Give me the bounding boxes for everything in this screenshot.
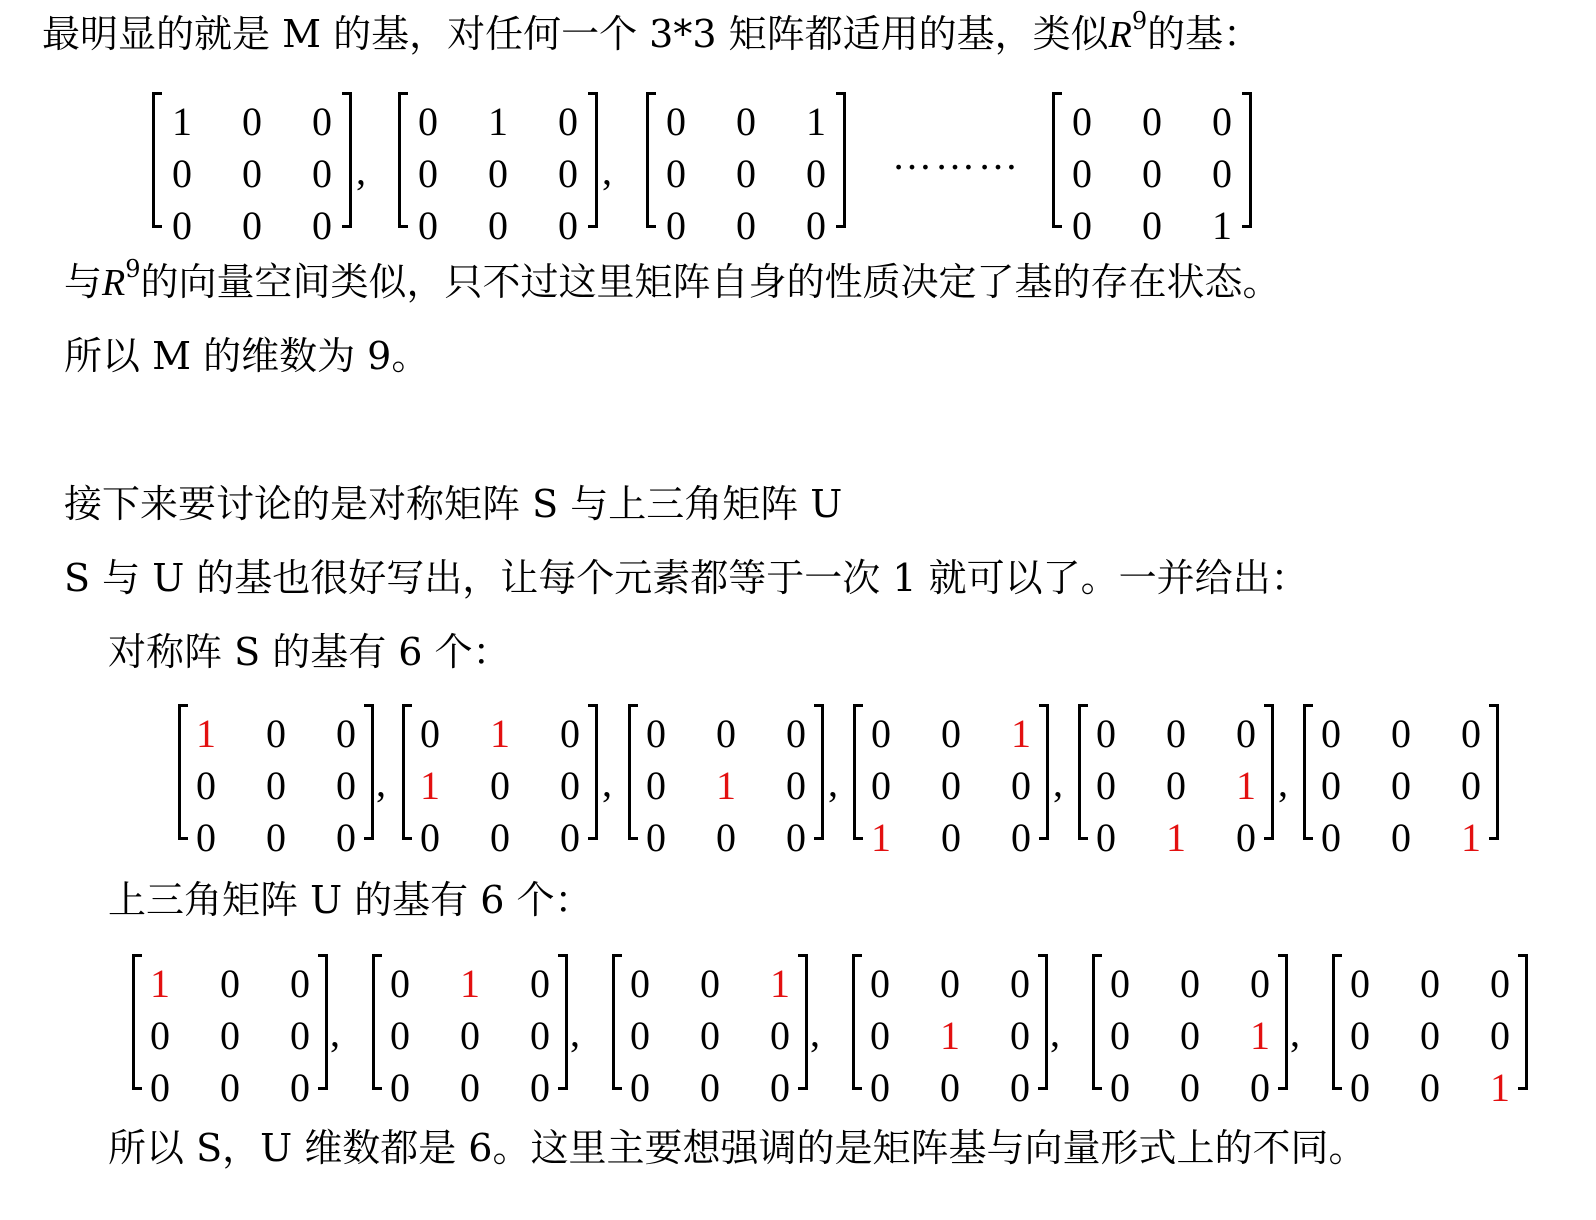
matrix-entry: 1 — [420, 763, 440, 808]
matrix — [372, 950, 568, 1110]
matrix-entry: 0 — [736, 151, 756, 196]
matrix-entry: 0 — [560, 711, 580, 756]
r-superscript: 9 — [125, 255, 141, 284]
matrix-entry: 0 — [1420, 1013, 1440, 1058]
line1-text: 最明显的就是 M 的基，对任何一个 3*3 矩阵都适用的基，类似 — [42, 12, 1109, 56]
matrix-entry: 0 — [716, 711, 736, 756]
left-bracket — [1052, 92, 1062, 228]
matrix-entry: 0 — [488, 203, 508, 248]
matrix-entry: 0 — [390, 961, 410, 1006]
comma-separator: , — [570, 1010, 580, 1055]
matrix-entry: 1 — [716, 763, 736, 808]
text-line-3: 所以 M 的维数为 9。 — [64, 334, 430, 378]
text-line-5: S 与 U 的基也很好写出，让每个元素都等于一次 1 就可以了。一并给出： — [64, 556, 1309, 600]
matrix-entry: 0 — [220, 961, 240, 1006]
matrix-entry: 0 — [488, 151, 508, 196]
matrix-entry: 0 — [150, 1065, 170, 1110]
comma-separator: , — [602, 148, 612, 193]
matrix-entry: 0 — [312, 99, 332, 144]
matrix-entry: 0 — [1110, 1013, 1130, 1058]
matrix-entry: 0 — [290, 961, 310, 1006]
r-symbol: R — [102, 262, 126, 304]
text-line-1 — [42, 7, 1262, 59]
matrix-entry: 0 — [1350, 1065, 1370, 1110]
matrix-entry: 0 — [736, 99, 756, 144]
matrix-entry: 0 — [806, 151, 826, 196]
matrix-entry: 0 — [242, 99, 262, 144]
matrix-entry: 0 — [390, 1065, 410, 1110]
matrix-entry: 0 — [1010, 961, 1030, 1006]
matrix-entry: 0 — [1072, 99, 1092, 144]
matrix-entry: 0 — [941, 711, 961, 756]
comma-separator: , — [810, 1010, 820, 1055]
matrix-entry: 0 — [940, 961, 960, 1006]
matrix-entry: 0 — [1350, 961, 1370, 1006]
matrix-entry: 0 — [1142, 99, 1162, 144]
matrix-entry: 1 — [460, 961, 480, 1006]
matrix-entry: 0 — [558, 203, 578, 248]
matrix-entry: 0 — [420, 711, 440, 756]
matrix — [852, 950, 1048, 1110]
matrix-entry: 0 — [646, 711, 666, 756]
matrix-entry: 0 — [666, 151, 686, 196]
matrix-entry: 0 — [1212, 99, 1232, 144]
matrix-entry: 0 — [786, 711, 806, 756]
matrix — [1078, 700, 1274, 860]
matrix-entry: 0 — [1212, 151, 1232, 196]
matrix-entry: 0 — [1180, 961, 1200, 1006]
matrix-entry: 1 — [150, 961, 170, 1006]
right-bracket — [588, 92, 598, 228]
comma-separator: , — [602, 760, 612, 805]
matrix-entry: 0 — [290, 1065, 310, 1110]
matrix — [1303, 700, 1499, 860]
matrix-entry: 0 — [418, 151, 438, 196]
matrix-entry: 0 — [700, 1013, 720, 1058]
matrix-row-upper-triangular-basis — [0, 950, 1596, 1110]
matrix — [628, 700, 824, 860]
matrix-entry: 0 — [1250, 961, 1270, 1006]
matrix-entry: 0 — [1011, 815, 1031, 860]
matrix-entry: 0 — [336, 815, 356, 860]
comma-separator: , — [828, 760, 838, 805]
line2-head: 与 — [64, 260, 103, 304]
left-bracket — [152, 92, 162, 228]
matrix-entry: 0 — [871, 711, 891, 756]
comma-separator: , — [330, 1010, 340, 1055]
matrix-entry: 0 — [806, 203, 826, 248]
matrix — [1332, 950, 1528, 1110]
matrix-entry: 0 — [736, 203, 756, 248]
matrix-entry: 1 — [1236, 763, 1256, 808]
matrix-entry: 0 — [1096, 763, 1116, 808]
matrix-entry: 0 — [266, 763, 286, 808]
matrix-entry: 0 — [1350, 1013, 1370, 1058]
matrix-entry: 0 — [242, 151, 262, 196]
matrix-entry: 0 — [490, 763, 510, 808]
matrix-entry: 1 — [806, 99, 826, 144]
matrix-entry: 0 — [530, 1013, 550, 1058]
matrix — [402, 700, 598, 860]
matrix-entry: 0 — [941, 763, 961, 808]
matrix-entry: 0 — [1072, 151, 1092, 196]
text-line-7: 上三角矩阵 U 的基有 6 个： — [108, 878, 593, 922]
matrix-entry: 0 — [1420, 961, 1440, 1006]
line2-text: 的向量空间类似，只不过这里矩阵自身的性质决定了基的存在状态。 — [140, 260, 1281, 304]
matrix-entry: 0 — [150, 1013, 170, 1058]
matrix-entry: 0 — [460, 1065, 480, 1110]
left-bracket — [646, 92, 656, 228]
matrix — [612, 950, 808, 1110]
matrix-entry: 0 — [220, 1013, 240, 1058]
matrix-entry: 1 — [1490, 1065, 1510, 1110]
matrix — [398, 88, 598, 248]
matrix-entry: 0 — [1321, 815, 1341, 860]
matrix-entry: 0 — [770, 1013, 790, 1058]
matrix-entry: 0 — [1180, 1065, 1200, 1110]
comma-separator: , — [376, 760, 386, 805]
text-line-4: 接下来要讨论的是对称矩阵 S 与上三角矩阵 U — [64, 482, 843, 526]
matrix-entry: 1 — [871, 815, 891, 860]
matrix-entry: 0 — [1180, 1013, 1200, 1058]
matrix-entry: 0 — [630, 1065, 650, 1110]
matrix-entry: 0 — [646, 815, 666, 860]
matrix-entry: 0 — [242, 203, 262, 248]
matrix-entry: 0 — [1142, 151, 1162, 196]
matrix-entry: 0 — [266, 711, 286, 756]
matrix-entry: 0 — [1236, 711, 1256, 756]
r-superscript: 9 — [1131, 7, 1148, 36]
matrix-entry: 0 — [558, 99, 578, 144]
matrix-entry: 0 — [1490, 1013, 1510, 1058]
matrix — [178, 700, 374, 860]
matrix — [646, 88, 846, 248]
matrix-entry: 0 — [940, 1065, 960, 1110]
comma-separator: , — [356, 148, 366, 193]
comma-separator: , — [1278, 760, 1288, 805]
matrix-entry: 0 — [666, 99, 686, 144]
matrix-entry: 0 — [196, 815, 216, 860]
matrix-entry: 0 — [1250, 1065, 1270, 1110]
matrix-entry: 1 — [940, 1013, 960, 1058]
matrix-entry: 1 — [172, 99, 192, 144]
matrix-entry: 0 — [786, 763, 806, 808]
line1-tail: 的基： — [1147, 12, 1262, 56]
matrix-entry: 0 — [1461, 763, 1481, 808]
matrix-entry: 0 — [420, 815, 440, 860]
matrix-entry: 0 — [460, 1013, 480, 1058]
matrix-entry: 0 — [490, 815, 510, 860]
comma-separator: , — [1050, 1010, 1060, 1055]
ellipsis: ……… — [892, 133, 1021, 178]
right-bracket — [342, 92, 352, 228]
matrix-entry: 0 — [418, 203, 438, 248]
matrix-entry: 0 — [870, 1065, 890, 1110]
matrix-entry: 0 — [266, 815, 286, 860]
matrix-entry: 0 — [1391, 815, 1411, 860]
matrix-entry: 0 — [666, 203, 686, 248]
matrix-entry: 0 — [558, 151, 578, 196]
matrix-entry: 0 — [1321, 763, 1341, 808]
matrix-entry: 0 — [1391, 763, 1411, 808]
matrix-entry: 0 — [1420, 1065, 1440, 1110]
matrix — [132, 950, 328, 1110]
matrix-entry: 1 — [196, 711, 216, 756]
matrix-entry: 0 — [716, 815, 736, 860]
matrix-entry: 1 — [490, 711, 510, 756]
matrix-entry: 0 — [1110, 961, 1130, 1006]
matrix-entry: 0 — [1096, 711, 1116, 756]
matrix-entry: 1 — [488, 99, 508, 144]
matrix-entry: 0 — [196, 763, 216, 808]
matrix-entry: 0 — [1166, 711, 1186, 756]
matrix-entry: 0 — [1096, 815, 1116, 860]
matrix-row-symmetric-basis — [0, 700, 1596, 860]
matrix-entry: 0 — [870, 961, 890, 1006]
right-bracket — [1242, 92, 1252, 228]
matrix-entry: 0 — [530, 961, 550, 1006]
matrix-entry: 0 — [418, 99, 438, 144]
matrix — [152, 88, 352, 248]
matrix-entry: 0 — [290, 1013, 310, 1058]
matrix-row-full-basis — [0, 88, 1596, 248]
matrix-entry: 0 — [1142, 203, 1162, 248]
matrix-entry: 0 — [870, 1013, 890, 1058]
matrix-entry: 0 — [630, 1013, 650, 1058]
matrix-entry: 0 — [786, 815, 806, 860]
matrix-entry: 0 — [172, 151, 192, 196]
matrix-entry: 0 — [1011, 763, 1031, 808]
matrix-entry: 0 — [336, 711, 356, 756]
matrix — [853, 700, 1049, 860]
comma-separator: , — [1053, 760, 1063, 805]
matrix-entry: 0 — [941, 815, 961, 860]
matrix-entry: 1 — [1461, 815, 1481, 860]
matrix-entry: 0 — [1166, 763, 1186, 808]
text-line-8: 所以 S，U 维数都是 6。这里主要想强调的是矩阵基与向量形式上的不同。 — [108, 1126, 1367, 1170]
matrix-entry: 0 — [630, 961, 650, 1006]
matrix-entry: 0 — [312, 151, 332, 196]
matrix-entry: 0 — [1490, 961, 1510, 1006]
left-bracket — [398, 92, 408, 228]
matrix — [1092, 950, 1288, 1110]
matrix-entry: 1 — [1250, 1013, 1270, 1058]
matrix-entry: 0 — [700, 961, 720, 1006]
matrix-entry: 1 — [770, 961, 790, 1006]
matrix-entry: 0 — [1072, 203, 1092, 248]
matrix-entry: 0 — [172, 203, 192, 248]
matrix-entry: 0 — [1010, 1013, 1030, 1058]
matrix-entry: 0 — [1010, 1065, 1030, 1110]
matrix-entry: 0 — [1321, 711, 1341, 756]
right-bracket — [836, 92, 846, 228]
matrix-entry: 0 — [312, 203, 332, 248]
r-symbol: R — [1108, 14, 1132, 56]
matrix-entry: 0 — [336, 763, 356, 808]
matrix-entry: 0 — [871, 763, 891, 808]
matrix-entry: 0 — [1236, 815, 1256, 860]
matrix-entry: 1 — [1011, 711, 1031, 756]
matrix-entry: 0 — [1391, 711, 1411, 756]
matrix — [1052, 88, 1252, 248]
matrix-entry: 0 — [530, 1065, 550, 1110]
matrix-entry: 0 — [1461, 711, 1481, 756]
matrix-entry: 0 — [646, 763, 666, 808]
matrix-entry: 0 — [220, 1065, 240, 1110]
text-line-6: 对称阵 S 的基有 6 个： — [108, 630, 511, 674]
matrix-entry: 1 — [1212, 203, 1232, 248]
matrix-entry: 1 — [1166, 815, 1186, 860]
matrix-entry: 0 — [770, 1065, 790, 1110]
comma-separator: , — [1290, 1010, 1300, 1055]
matrix-entry: 0 — [560, 815, 580, 860]
matrix-entry: 0 — [1110, 1065, 1130, 1110]
matrix-entry: 0 — [560, 763, 580, 808]
matrix-entry: 0 — [390, 1013, 410, 1058]
matrix-entry: 0 — [700, 1065, 720, 1110]
text-line-2 — [64, 255, 1281, 307]
